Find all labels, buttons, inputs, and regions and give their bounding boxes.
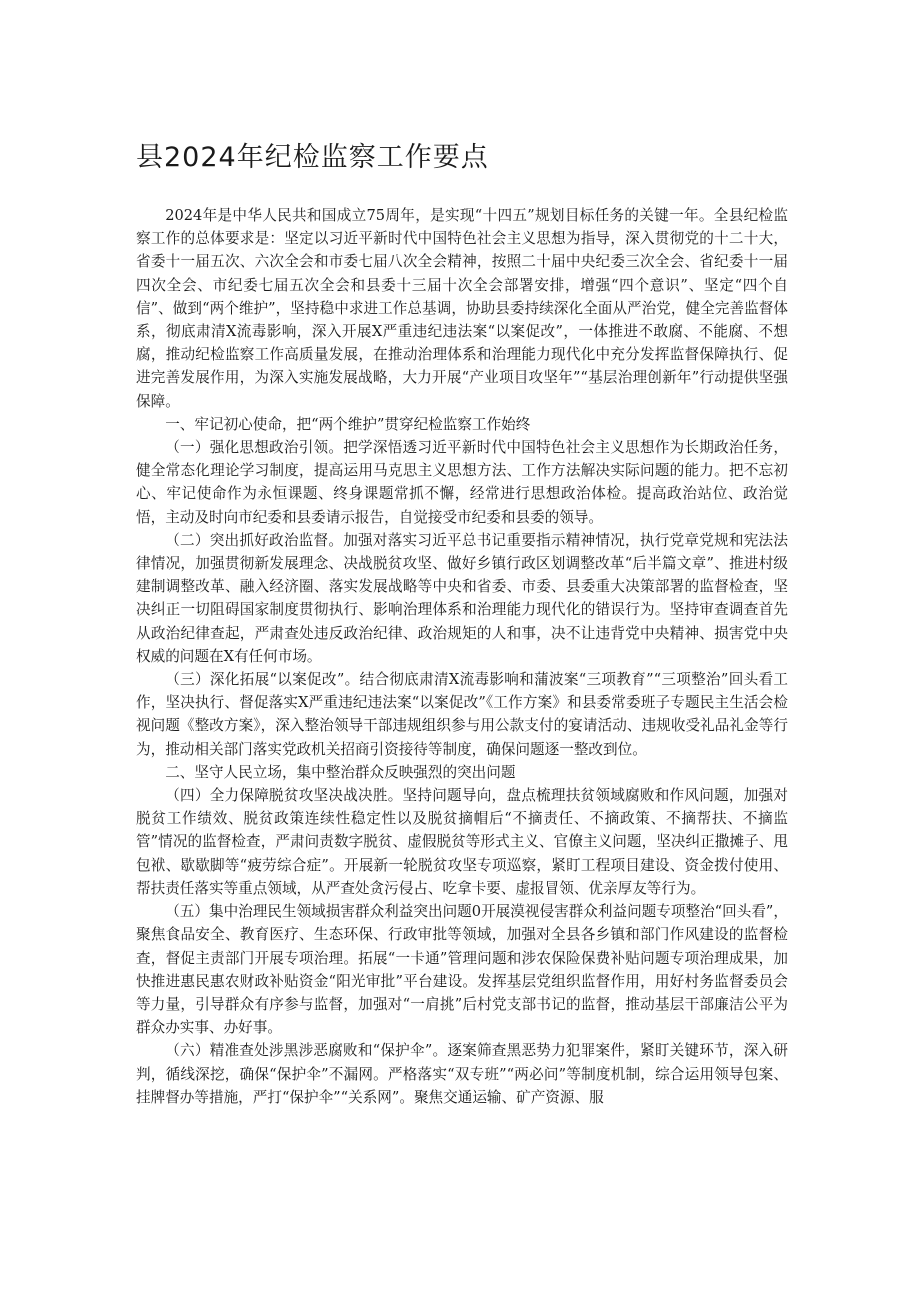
paragraph-2: （二）突出抓好政治监督。加强对落实习近平总书记重要指示精神情况，执行党章党规和宪法法律情况，加强贯彻新发展理念、决战脱贫攻坚、做好乡镇行政区划调整改革“后半篇文章”、推进村级建制调整改革、融入经济圈、落实发展战略等中央和省委、市委、县委重大决策部署的监督检查，坚决纠正一切阻碍国家制度贯彻执行、影响治理体系和治理能力现代化的错误行为。坚持审查调查首先从政治纪律查起，严肃查处违反政治纪律、政治规矩的人和事，决不让违背党中央精神、损害党中央权威的问题在X有任何市场。 [136, 531, 788, 665]
intro-paragraph: 2024年是中华人民共和国成立75周年，是实现“十四五”规划目标任务的关键一年。全县纪检监察工作的总体要求是：坚定以习近平新时代中国特色社会主义思想为指导，深入贯彻党的十二十大，省委十一届五次、六次全会和市委七届八次全会精神，按照二十届中央纪委三次全会、省纪委十一届四次全会、市纪委七届五次全会和县委十三届十次全会部署安排，增强“四个意识”、坚定“四个自信”、做到“两个维护”，坚持稳中求进工作总基调，协助县委持续深化全面从严治党，健全完善监督体系，彻底肃清X流毒影响，深入开展X严重违纪违法案“以案促改”，一体推进不敢腐、不能腐、不想腐，推动纪检监察工作高质量发展，在推动治理体系和治理能力现代化中充分发挥监督保障执行、促进完善发展作用，为深入实施发展战略，大力开展“产业项目攻坚年”“基层治理创新年”行动提供坚强保障。 [136, 207, 788, 410]
paragraph-1: （一）强化思想政治引领。把学深悟透习近平新时代中国特色社会主义思想作为长期政治任务，健全常态化理论学习制度，提高运用马克思主义思想方法、工作方法解决实际问题的能力。把不忘初心、牢记使命作为永恒课题、终身课题常抓不懈，经常进行思想政治体检。提高政治站位、政治觉悟，主动及时向市纪委和县委请示报告，自觉接受市纪委和县委的领导。 [136, 439, 788, 526]
section-heading-1: 一、牢记初心使命，把“两个维护”贯穿纪检监察工作始终 [165, 415, 531, 433]
paragraph-6: （六）精准查处涉黑涉恶腐败和“保护伞”。逐案筛查黑恶势力犯罪案件，紧盯关键环节，深入研判，循线深挖，确保“保护伞”不漏网。严格落实“双专班”“两必问”等制度机制，综合运用领导包案、挂牌督办等措施，严打“保护伞”“关系网”。聚焦交通运输、矿产资源、服 [136, 1042, 788, 1106]
paragraph-3: （三）深化拓展“以案促改”。结合彻底肃清X流毒影响和蒲波案“三项教育”“三项整治”回头看工作，坚决执行、督促落实X严重违纪违法案“以案促改”《工作方案》和县委常委班子专题民主生活会检视问题《整改方案》，深入整治领导干部违规组织参与用公款支付的宴请活动、违规收受礼品礼金等行为，推动相关部门落实党政机关招商引资接待等制度，确保问题逐一整改到位。 [136, 671, 788, 758]
document-title: 县2024年纪检监察工作要点 [136, 142, 489, 173]
document-page [136, 138, 788, 1109]
paragraph-5: （五）集中治理民生领域损害群众利益突出问题0开展漠视侵害群众利益问题专项整治“回头看”，聚焦食品安全、教育医疗、生态环保、行政审批等领域，加强对全县各乡镇和部门作风建设的监督检查，督促主责部门开展专项治理。拓展“一卡通”管理问题和涉农保险保费补贴问题专项治理成果，加快推进惠民惠农财政补贴资金“阳光审批”平台建设。发挥基层党组织监督作用，用好村务监督委员会等力量，引导群众有序参与监督，加强对“一肩挑”后村党支部书记的监督，推动基层干部廉洁公平为群众办实事、办好事。 [136, 903, 788, 1037]
paragraph-4: （四）全力保障脱贫攻坚决战决胜。坚持问题导向，盘点梳理扶贫领域腐败和作风问题，加强对脱贫工作绩效、脱贫政策连续性稳定性以及脱贫摘帽后“不摘责任、不摘政策、不摘帮扶、不摘监管”情况的监督检查，严肃问责数字脱贫、虚假脱贫等形式主义、官僚主义问题，坚决纠正撒摊子、甩包袱、歇歇脚等“疲劳综合症”。开展新一轮脱贫攻坚专项巡察，紧盯工程项目建设、资金拨付使用、帮扶责任落实等重点领域，从严查处贪污侵占、吃拿卡要、虚报冒领、优亲厚友等行为。 [136, 787, 788, 897]
section-heading-2: 二、坚守人民立场，集中整治群众反映强烈的突出问题 [165, 763, 516, 781]
